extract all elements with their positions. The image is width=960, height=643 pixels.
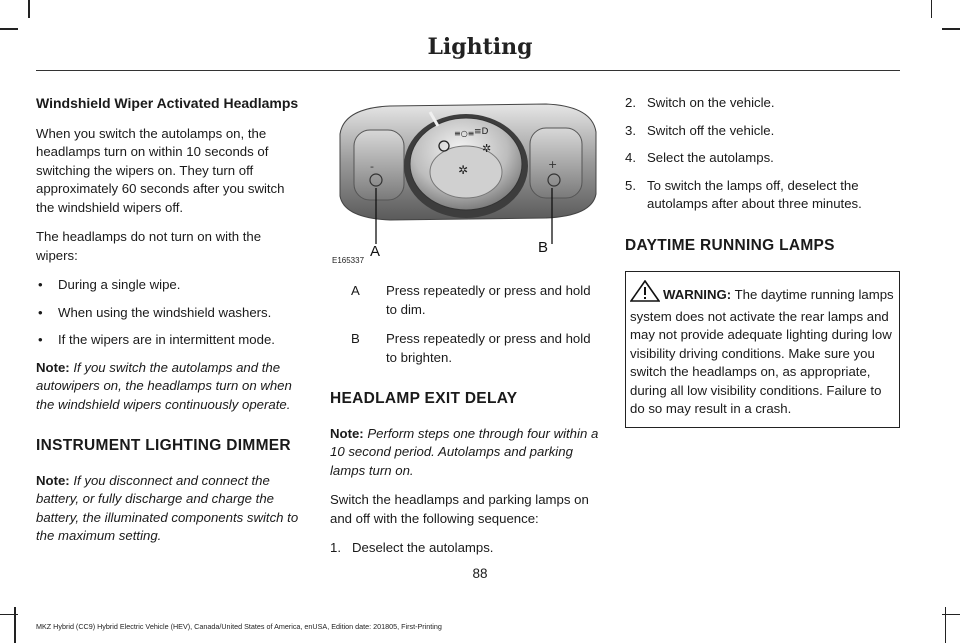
list-item: 2. Switch on the vehicle. xyxy=(625,95,775,110)
subheading-wiper-headlamps: Windshield Wiper Activated Headlamps xyxy=(36,95,299,111)
warning-box xyxy=(625,271,900,428)
crop-mark xyxy=(0,28,18,30)
column-left xyxy=(36,94,304,557)
section-heading-drl: DAYTIME RUNNING LAMPS xyxy=(625,236,835,254)
column-right xyxy=(625,94,900,428)
svg-text:≡D: ≡D xyxy=(474,127,489,137)
step-list xyxy=(330,539,602,558)
footer-edition-info: MKZ Hybrid (CC9) Hybrid Electric Vehicle (HEV), Canada/United States of America, enUSA, Edition date: 201805, First-Printing xyxy=(36,622,442,631)
list-item: • If the wipers are in intermittent mode. xyxy=(38,332,275,347)
svg-text:✲: ✲ xyxy=(482,142,492,155)
note: Note: If you switch the autolamps and the autowipers on, the headlamps turn on when the windshield wipers continuously operate. xyxy=(36,359,292,412)
list-item: • During a single wipe. xyxy=(38,277,181,292)
note: Note: If you disconnect and connect the battery, or fully discharge and charge the battery, the illuminated components switch to the maximum setting. xyxy=(36,472,299,543)
crop-mark xyxy=(942,28,960,30)
page-number: 88 xyxy=(472,566,488,581)
section-heading-exit-delay: HEADLAMP EXIT DELAY xyxy=(330,390,518,407)
step-list xyxy=(625,94,900,214)
warning-label: WARNING: xyxy=(663,287,732,302)
svg-text:≡○≡: ≡○≡ xyxy=(454,129,475,138)
figure-legend xyxy=(330,282,602,367)
paragraph: The headlamps do not turn on with the wipers: xyxy=(36,229,262,263)
list-item: 3. Switch off the vehicle. xyxy=(625,122,775,138)
column-middle xyxy=(330,94,602,567)
crop-mark xyxy=(14,607,16,643)
warning-text: The daytime running lamps system does not activate the rear lamps and may not provide adequate lighting during low visibility driving conditions. Make sure you switch the headlamps on, as appropriate, during all low visibility conditions. Failure to do so may result in a crash. xyxy=(630,287,894,416)
page-header-title: Lighting xyxy=(427,34,533,60)
figure-code: E165337 xyxy=(332,255,365,265)
paragraph: Switch the headlamps and parking lamps on and off with the following sequence: xyxy=(330,492,589,526)
figure-label-b: B xyxy=(538,239,549,256)
headlamp-switch-illustration xyxy=(330,94,602,270)
list-item: 1. Deselect the autolamps. xyxy=(330,540,494,555)
legend-row: B Press repeatedly or press and hold to brighten. xyxy=(351,331,591,365)
bullet-list xyxy=(36,276,304,350)
legend-row: A Press repeatedly or press and hold to dim. xyxy=(351,283,591,317)
paragraph: When you switch the autolamps on, the headlamps turn on within 10 seconds of switching the wipers on. They turn off approximately 60 seconds after you switch the windshield wipers off. xyxy=(36,125,285,215)
svg-text:+: + xyxy=(548,158,558,171)
crop-mark xyxy=(945,607,947,643)
headlamp-switch-figure xyxy=(330,94,602,270)
list-item: • When using the windshield washers. xyxy=(38,304,272,320)
crop-mark xyxy=(931,0,933,18)
note: Note: Perform steps one through four within a 10 second period. Autolamps and parking lamps turn on. xyxy=(330,425,599,478)
list-item: 4. Select the autolamps. xyxy=(625,150,774,165)
header-divider xyxy=(36,70,900,71)
list-item: 5. To switch the lamps off, deselect the autolamps after about three minutes. xyxy=(625,177,862,211)
svg-text:-: - xyxy=(370,160,374,173)
svg-text:✲: ✲ xyxy=(458,163,469,177)
crop-mark xyxy=(28,0,30,18)
figure-label-a: A xyxy=(370,243,381,260)
warning-triangle-icon xyxy=(630,280,660,308)
section-heading-dimmer: INSTRUMENT LIGHTING DIMMER xyxy=(36,437,291,454)
